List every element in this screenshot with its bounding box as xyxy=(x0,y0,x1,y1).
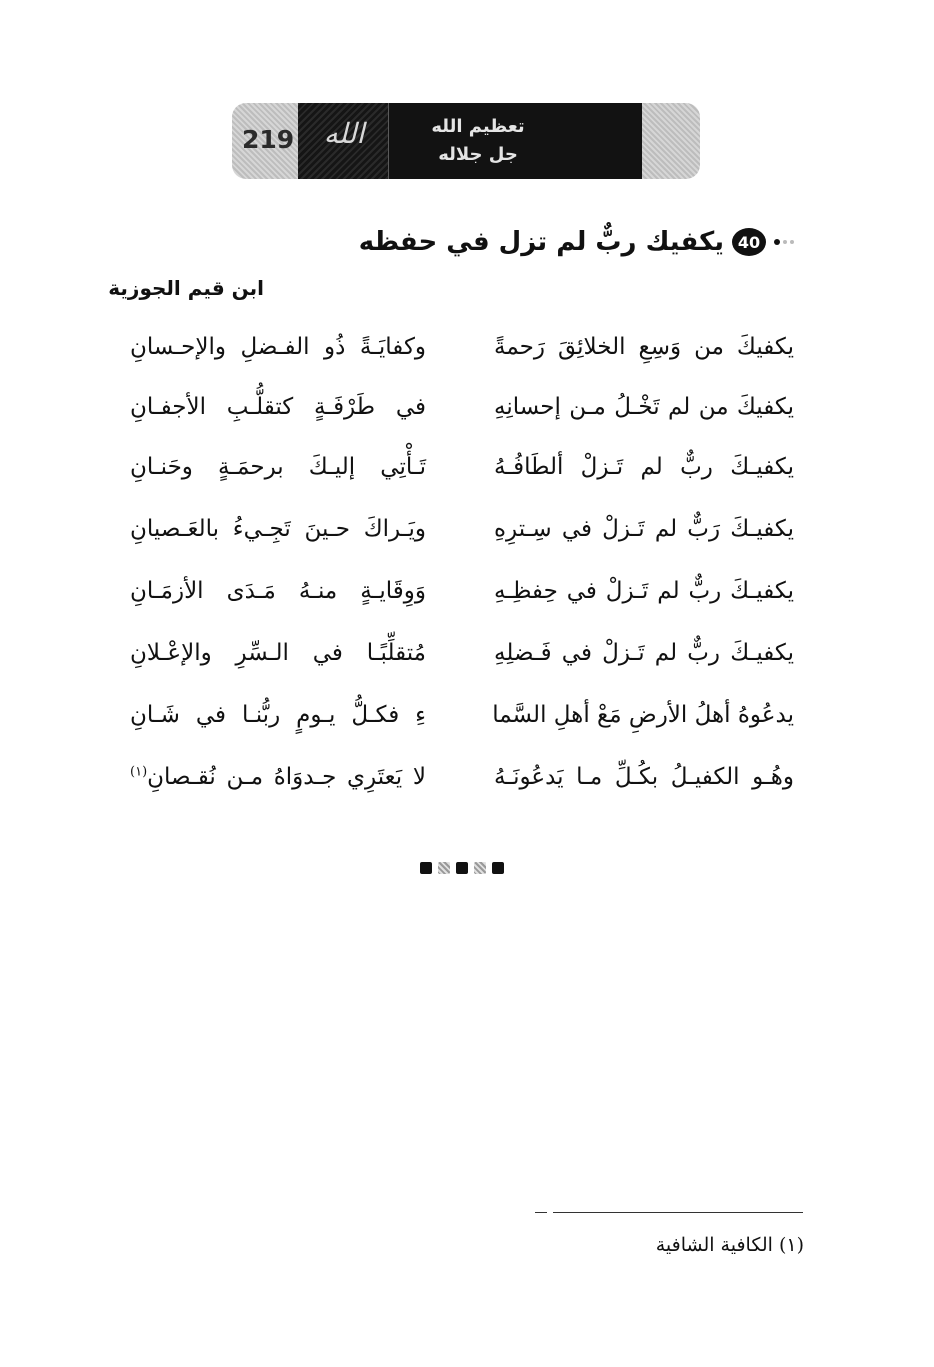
footnote-rule-short xyxy=(535,1212,547,1213)
ornament-square-icon xyxy=(420,862,432,874)
poem-verse xyxy=(0,695,934,735)
poem-verse xyxy=(0,447,934,487)
verse-second-hemistich: وكفايَـةً ذُو الفـضلِ والإحـسانِ xyxy=(130,334,426,360)
section-heading xyxy=(359,222,794,262)
verse-first-hemistich: وهُـو الكفيـلُ بكُـلِّ مـا يَدعُونَـهُ xyxy=(494,764,794,790)
verse-second-hemistich-text: لا يَعتَرِي جـدوَاهُ مـن نُقـصانِ xyxy=(147,764,426,790)
header-title-line1: تعظيم الله xyxy=(431,116,525,137)
section-end-ornament xyxy=(420,862,504,874)
ornament-square-icon xyxy=(474,862,486,874)
verse-second-hemistich: تَـأْتِي إليـكَ برحمَـةٍ وحَنـانِ xyxy=(130,454,426,480)
verse-second-hemistich: في طَرْفَـةٍ كتقلُّـبِ الأجفـانِ xyxy=(130,394,426,420)
page-number: 219 xyxy=(242,125,295,154)
verse-first-hemistich: يكفيـكَ رَبٌّ لم تَـزلْ في سِـترِهِ xyxy=(494,516,794,542)
footnote-text: (١) الكافية الشافية xyxy=(655,1234,804,1256)
poem-verse xyxy=(0,509,934,549)
poem-verse xyxy=(0,327,934,367)
verse-second-hemistich: ويَـراكَ حـينَ تَجِـيءُ بالعَـصيانِ xyxy=(130,516,426,542)
verse-first-hemistich: يدعُوهُ أهلُ الأرضِ مَعْ أهلِ السَّما xyxy=(492,702,794,728)
poem-verse xyxy=(0,757,934,797)
bullet-dots-icon xyxy=(774,239,794,245)
poem-verse xyxy=(0,387,934,427)
header-title-line2: جل جلاله xyxy=(438,144,518,165)
footnote-rule xyxy=(553,1212,803,1213)
footnote-marker: (١) xyxy=(130,764,148,780)
header-banner xyxy=(232,103,700,179)
verse-second-hemistich: مُتقلِّبًـا في الـسِّرِ والإعْـلانِ xyxy=(130,640,426,666)
ornament-square-icon xyxy=(438,862,450,874)
verse-second-hemistich: وَوِقَايـةٍ منـهُ مَـدَى الأزمَـانِ xyxy=(130,578,426,604)
poem-verse xyxy=(0,633,934,673)
verse-first-hemistich: يكفيـكَ ربٌّ لم تَـزلْ في فَـضلِهِ xyxy=(494,640,794,666)
poet-name: ابن قيم الجوزية xyxy=(108,276,264,300)
verse-first-hemistich: يكفيكَ من لم تَخْـلُ مـن إحسانِهِ xyxy=(494,394,794,420)
verse-second-hemistich-with-footnote xyxy=(130,757,426,797)
verse-first-hemistich: يكفيكَ من وَسِعِ الخلائِقَ رَحمةً xyxy=(494,334,794,360)
ornament-square-icon xyxy=(456,862,468,874)
verse-first-hemistich: يكفيـكَ ربٌّ لم تَـزلْ في حِفظِـهِ xyxy=(494,578,794,604)
section-heading-text: يكفيك ربٌّ لم تزل في حفظه xyxy=(358,227,724,257)
header-title xyxy=(388,113,568,169)
section-number-badge: 40 xyxy=(732,228,766,256)
verse-second-hemistich: ءِ فكـلُّ يـومٍ ربُّنـا في شَـانِ xyxy=(130,702,426,728)
emblem-calligraphy-text: الله xyxy=(323,117,365,150)
verse-first-hemistich: يكفيـكَ ربٌّ لم تَـزلْ ألطَافُـهُ xyxy=(494,454,794,480)
ornament-square-icon xyxy=(492,862,504,874)
poem-verse xyxy=(0,571,934,611)
